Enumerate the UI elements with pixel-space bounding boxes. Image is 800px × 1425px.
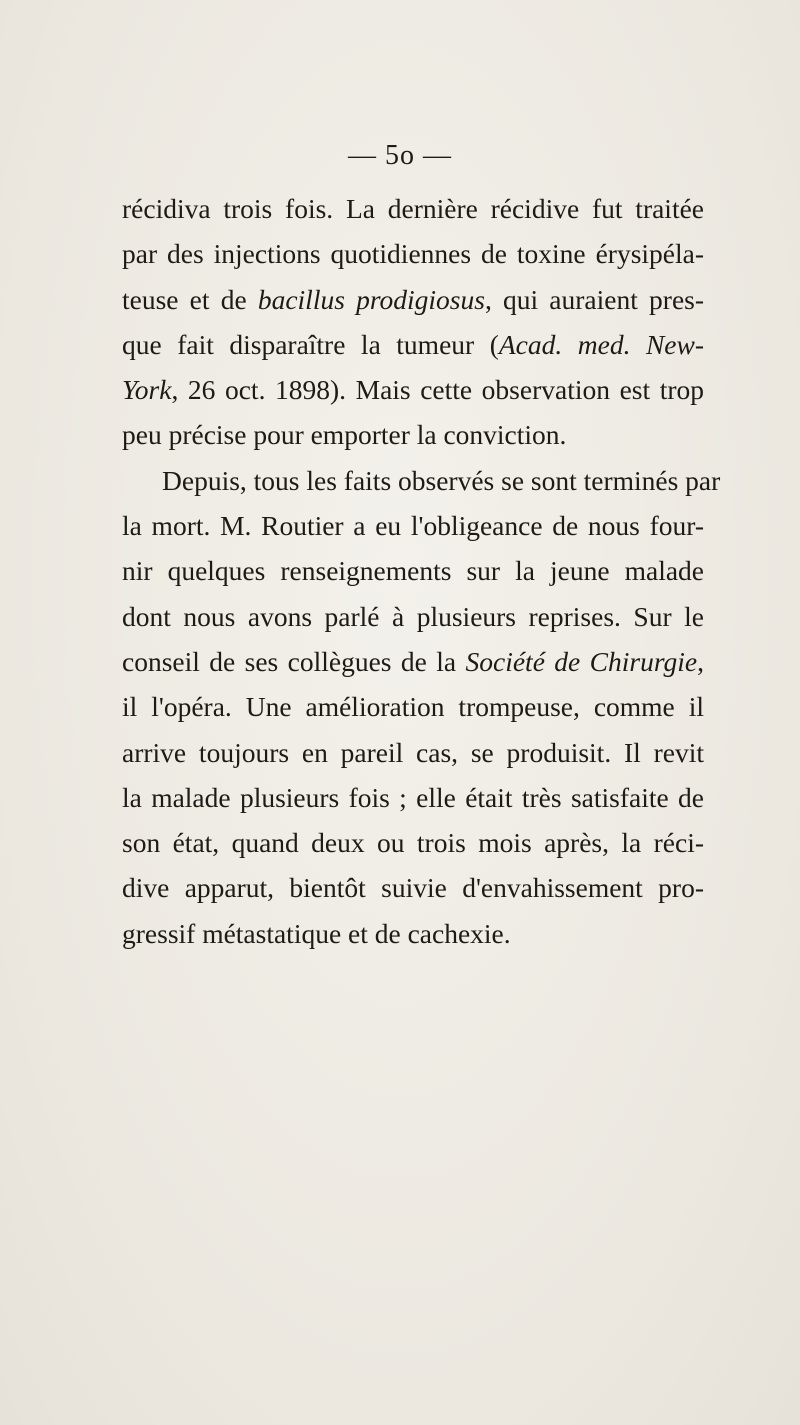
text-line — [122, 367, 704, 412]
italic-text-segment: bacillus prodigiosus — [257, 283, 485, 315]
text-segment: dive apparut, bientôt suivie d'envahissement pro- — [122, 872, 704, 904]
text-line — [122, 639, 704, 684]
text-segment: , qui auraient pres- — [484, 283, 705, 315]
text-segment: il l'opéra. Une amélioration trompeuse, comme il — [122, 691, 704, 723]
text-segment: son état, quand deux ou trois mois après, la réci- — [122, 827, 704, 859]
text-segment: la mort. M. Routier a eu l'obligeance de nous four- — [122, 510, 704, 542]
text-segment: par des injections quotidiennes de toxine érysipéla- — [122, 238, 704, 270]
text-segment: que fait disparaître la tumeur ( — [122, 328, 499, 360]
text-line — [122, 865, 704, 910]
text-line — [122, 820, 704, 865]
italic-text-segment: York — [122, 374, 172, 406]
body-text — [122, 186, 721, 956]
text-line — [122, 684, 704, 729]
text-segment: , — [697, 645, 704, 677]
text-segment: dont nous avons parlé à plusieurs reprises. Sur le — [122, 600, 704, 632]
text-segment: Depuis, tous les faits observés se sont terminés par — [162, 464, 721, 496]
page-number: — 5o — — [348, 140, 452, 171]
text-line — [122, 322, 704, 367]
italic-text-segment: Société de Chirurgie — [465, 645, 698, 677]
text-segment: gressif métastatique et de cachexie. — [122, 917, 511, 949]
text-segment: peu précise pour emporter la conviction. — [122, 419, 567, 451]
text-line — [122, 231, 704, 276]
text-segment: récidiva trois fois. La dernière récidive fut traitée — [122, 193, 704, 224]
text-line — [122, 730, 704, 775]
text-line — [122, 503, 704, 548]
text-line — [122, 277, 704, 322]
text-segment: la malade plusieurs fois ; elle était très satisfaite de — [122, 781, 704, 813]
italic-text-segment: Acad. med. New- — [498, 328, 704, 360]
text-line — [122, 412, 704, 457]
text-line — [122, 548, 704, 593]
text-segment: nir quelques renseignements sur la jeune malade — [122, 555, 704, 587]
text-segment: , 26 oct. 1898). Mais cette observation est trop — [171, 374, 704, 406]
text-line — [122, 775, 704, 820]
text-line — [122, 911, 704, 956]
text-line — [122, 458, 721, 503]
text-line — [122, 186, 704, 231]
text-segment: teuse et de — [122, 283, 258, 315]
text-segment: arrive toujours en pareil cas, se produisit. Il revit — [122, 736, 704, 768]
text-segment: conseil de ses collègues de la — [122, 645, 466, 677]
text-line — [122, 594, 704, 639]
